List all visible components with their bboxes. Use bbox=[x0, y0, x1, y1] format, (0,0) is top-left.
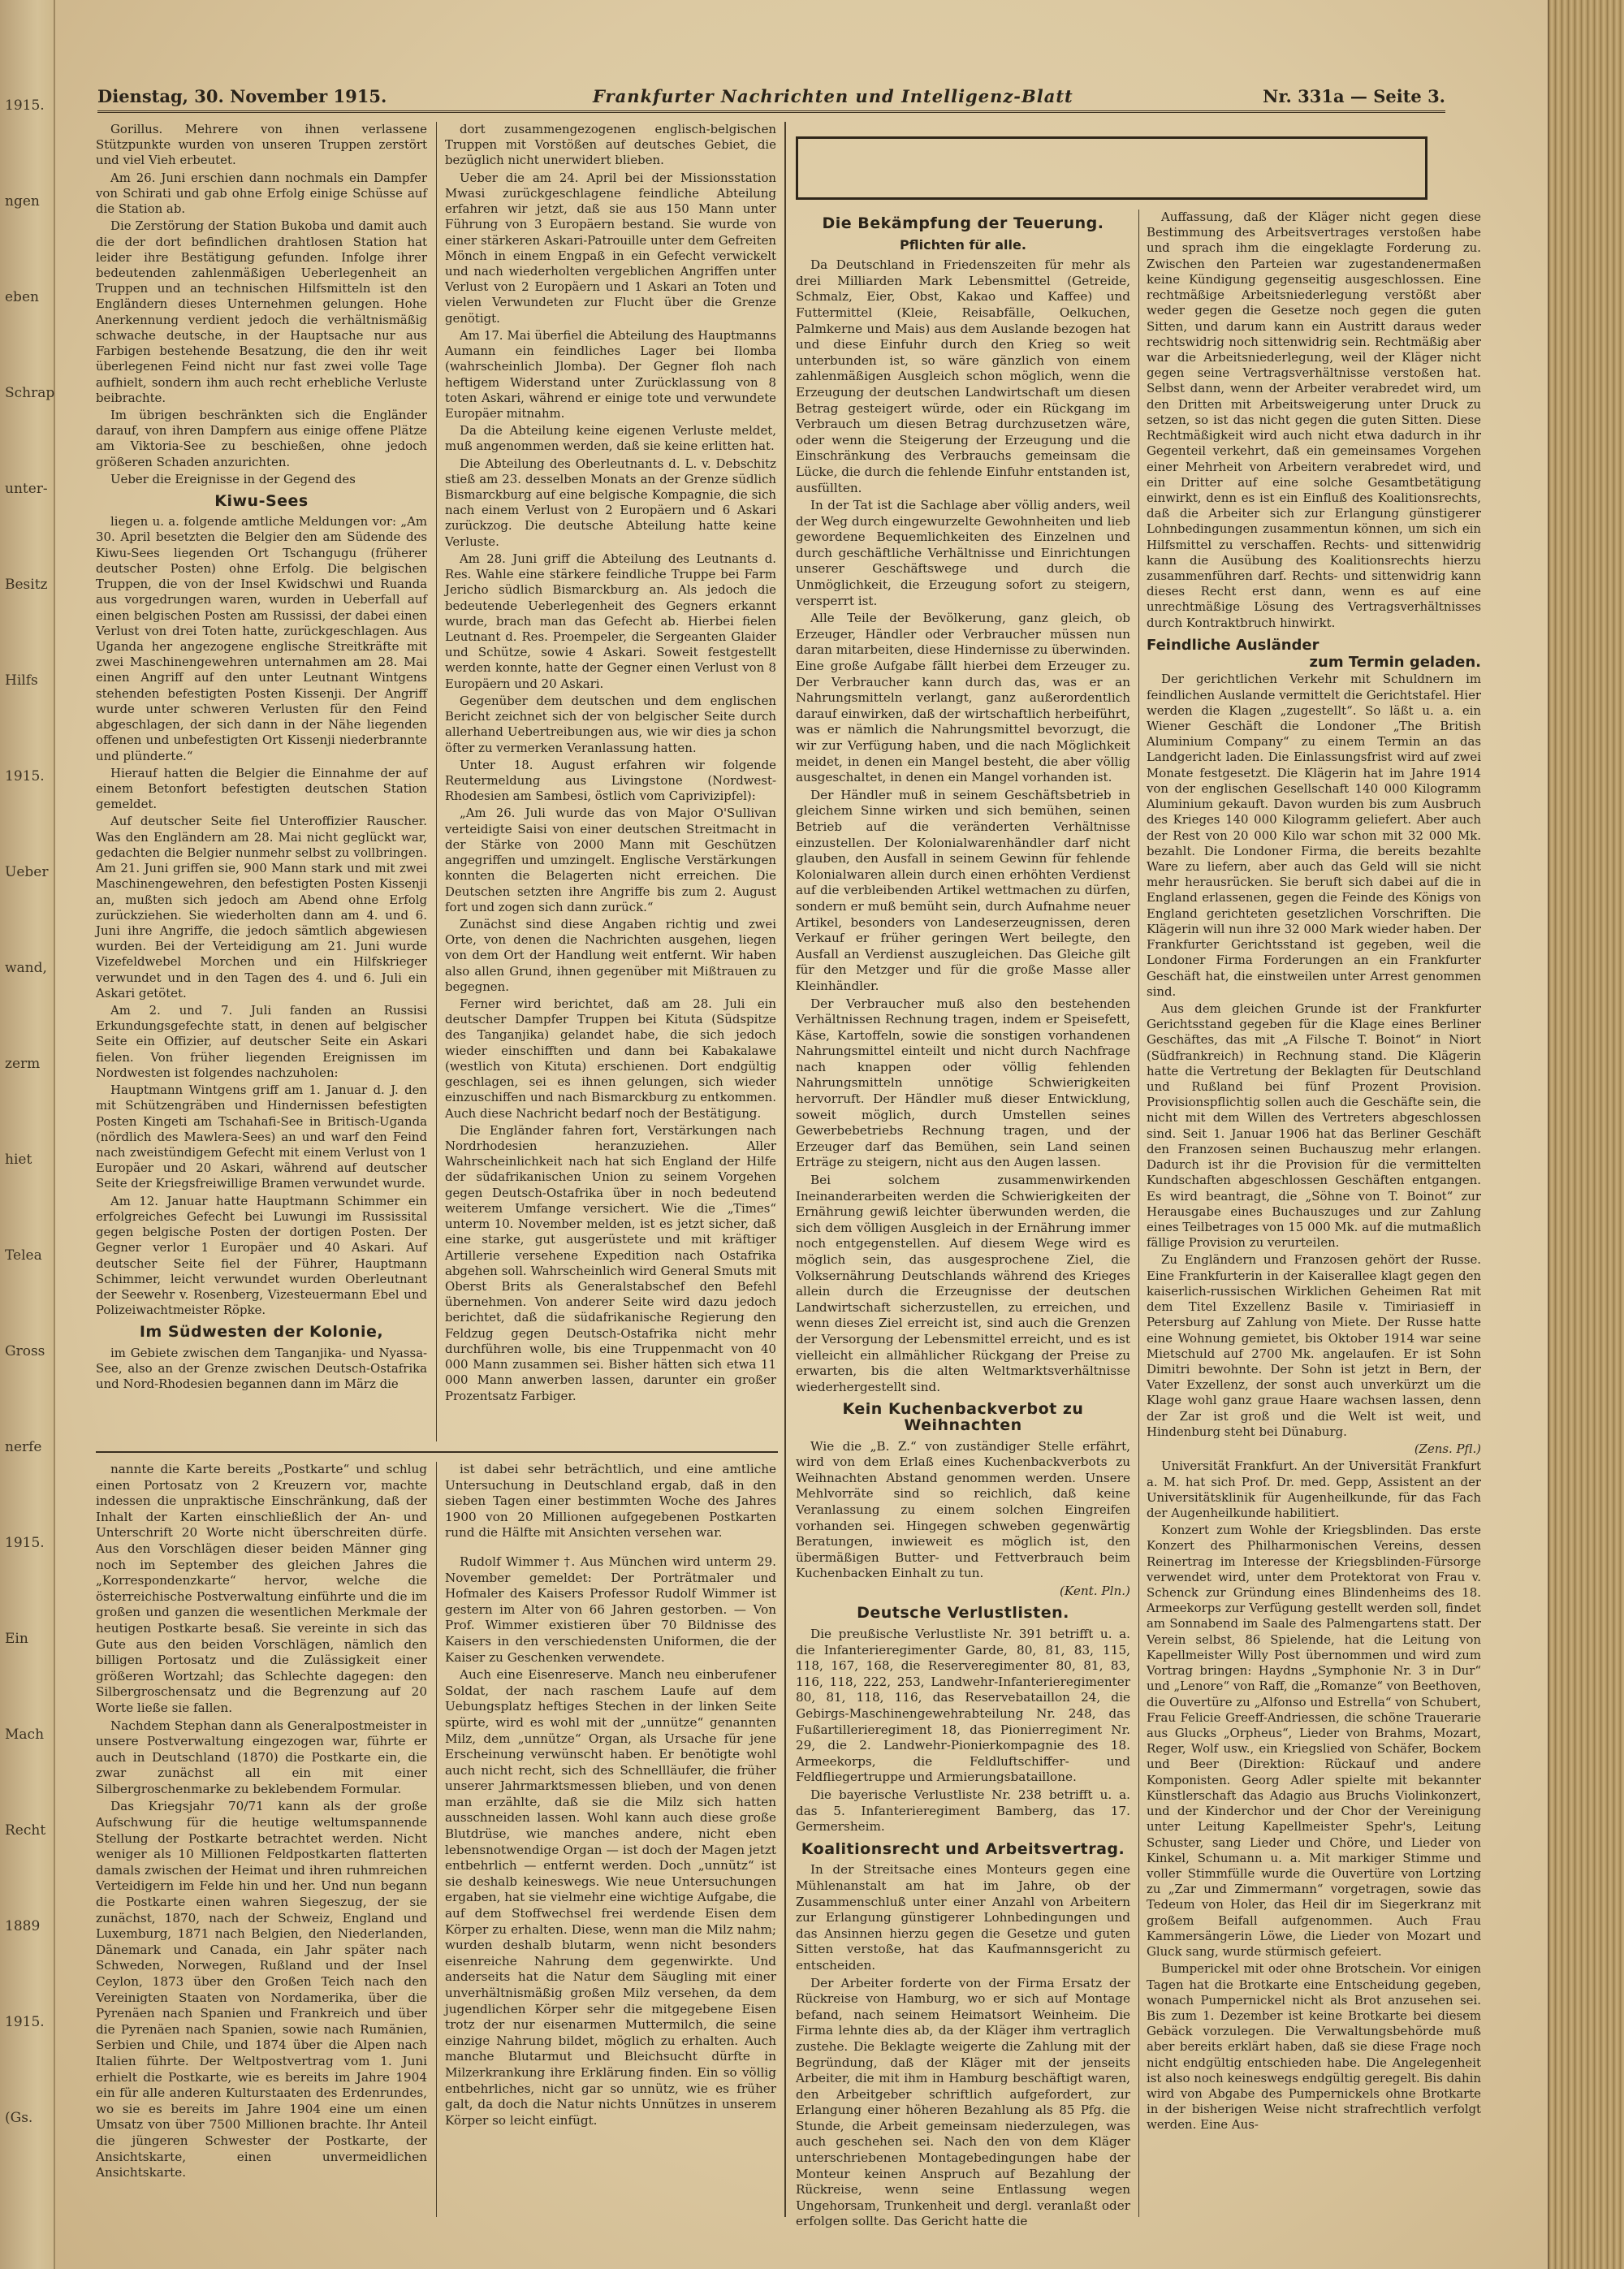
source-attribution: (Zens. Pfl.) bbox=[1414, 1441, 1481, 1457]
paragraph: dort zusammengezogenen englisch-belgischen Truppen mit Vorstößen auf deutsches Gebiet, die bezüglich nicht unerwidert blieben. bbox=[445, 122, 776, 168]
col4-paragraphs-a bbox=[445, 1462, 776, 1541]
col3-paragraphs bbox=[96, 1462, 427, 2181]
col5-paragraphs-c bbox=[796, 1627, 1130, 1835]
column-divider bbox=[784, 122, 786, 2217]
paragraph: Unter 18. August erfahren wir folgende Reutermeldung aus Livingstone (Nordwest-Rhodesien am Sambesi, östlich vom Caprivizipfel): bbox=[445, 757, 776, 804]
paragraph: Alle Teile der Bevölkerung, ganz gleich, ob Erzeuger, Händler oder Verbraucher müssen nun daran mitarbeiten, diese Hindernisse zu überwinden. Eine große Aufgabe fällt hierbei dem Erzeuger zu. Der Verbraucher kann durch das, was er an Nahrungsmitteln verlangt, ganz außerordentlich darauf einwirken, daß der wirtschaftlich herbeiführt, was er nämlich die Nahrungsmittel bevorzugt, die wir zur Verfügung haben, und die nach Möglichkeit meidet, in denen ein Mangel besteht, die aber völlig ausgeschaltet, in denen ein Mangel vorhanden ist. bbox=[796, 611, 1130, 785]
gutter-text-fragment: ngen bbox=[5, 193, 40, 210]
paragraph: Der Arbeiter forderte von der Firma Ersatz der Rückreise von Hamburg, wo er sich auf Montage befand, nach seinem Heimatsort Weinheim. Die Firma lehnte dies ab, da der Kläger ihm vertraglich zustehe. Die Beklagte weigerte die Zahlung mit der Begründung, daß der Kläger mit der jenseits Arbeiter, die mit ihm in Hamburg beschäftigt waren, den Arbeitgeber schriftlich aufgefordert, zur Erlangung einer höheren Bezahlung als 85 Pfg. die Stunde, die Arbeit gemeinsam niederzulegen, was auch geschehen sei. Nach den von dem Kläger unterschriebenen Montagebedingungen habe der Monteur keinen Anspruch auf Bezahlung der Rückreise, wenn seine Entlassung wegen Ungehorsam, Trunkenheit und dergl. veranlaßt oder erfolgen sollte. Das Gericht hatte die bbox=[796, 1975, 1130, 2229]
article-heading-termin: zum Termin geladen. bbox=[1309, 654, 1481, 672]
paragraph: Am 12. Januar hatte Hauptmann Schimmer ein erfolgreiches Gefecht bei Luwungi im Russissital gegen belgische Posten der dortigen Posten. Der Gegner verlor 1 Europäer und 40 Askari. Auf deutscher Seite fiel der Führer, Hauptmann Schimmer, leicht verwundet wurden Oberleutnant der Seewehr v. Rosenberg, Vizesteuermann Ebel und Polizeiwachtmeister Röpke. bbox=[96, 1193, 427, 1318]
gutter-text-fragment: 1915. bbox=[5, 2014, 45, 2030]
col6-paragraphs-a bbox=[1147, 210, 1481, 631]
gutter-text-fragment: 1915. bbox=[5, 97, 45, 114]
column-3 bbox=[96, 1462, 427, 2183]
column-6 bbox=[1147, 210, 1481, 2135]
source-attribution: (Kent. Pln.) bbox=[1059, 1583, 1130, 1598]
paragraph: Am 17. Mai überfiel die Abteilung des Hauptmanns Aumann ein feindliches Lager bei Ilomba (wahrscheinlich Jlomba). Der Gegner floh nach heftigem Widerstand unter Zurücklassung von 8 toten Askari, während er einige tote und verwundete Europäer mitnahm. bbox=[445, 327, 776, 421]
gutter-text-fragment: 1915. bbox=[5, 768, 45, 784]
col6-paragraphs-c bbox=[1147, 1459, 1481, 2133]
section-banner-aus-der-stadt bbox=[796, 136, 1427, 200]
paragraph: Auf deutscher Seite fiel Unteroffizier Rauscher. Was den Engländern am 28. Mai nicht geglückt war, gedachten die Belgier nunmehr selbst zu vollbringen. Am 21. Juni griffen sie, 900 Mann stark und mit zwei Maschinengewehren, den befestigten Posten Kissenji an, mußten sich jedoch am Abend ohne Erfolg zurückziehen. Sie wiederholten dann am 4. und 6. Juni ihre Angriffe, die jedoch sämtlich abgewiesen wurden. Bei der Verteidigung am 21. Juni wurde Vizefeldwebel Morchen und ein Hilfskrieger verwundet und in den Tagen des 4. und 6. Juli ein Askari getötet. bbox=[96, 814, 427, 1001]
paragraph: Im übrigen beschränkten sich die Engländer darauf, von ihren Dampfern aus einige offene Plätze am Viktoria-See zu beschießen, ohne jedoch größeren Schaden anzurichten. bbox=[96, 407, 427, 469]
paragraph: Die Abteilung des Oberleutnants d. L. v. Debschitz stieß am 23. desselben Monats an der Grenze südlich Bismarckburg auf eine belgische Kompagnie, die sich nach einem Verlust von 2 Europäern und 6 Askari zurückzog. Die deutsche Abteilung hatte keine Verluste. bbox=[445, 456, 776, 549]
col1-paragraphs-b bbox=[96, 514, 427, 1318]
col6-paragraphs-b bbox=[1147, 672, 1481, 1440]
gutter-text-fragment: hiet bbox=[5, 1152, 32, 1168]
section-heading-kiwu: Kiwu-Sees bbox=[214, 492, 309, 511]
header-issue-page: Nr. 331a — Seite 3. bbox=[1263, 86, 1445, 106]
paragraph: Aus dem gleichen Grunde ist der Frankfurter Gerichtsstand gegeben für die Klage eines Berliner Geschäftes, das mit „A Filsche T. Boinot“ in Niort (Südfrankreich) in Rechnung stand. Die Klägerin hatte die Vertretung der Beklagten für Deutschland und Rußland bei fünf Prozent Provision. Provisionspflichtig sollen auch die Geschäfte sein, die nicht mit dem Willen des Vertreters abgeschlossen sind. Seit 1. Januar 1906 hat das Berliner Geschäft den Franzosen seinen Buchauszug mehr erlangen. Dadurch ist ihr die Provision für die vermittelten Kundschaften abgeschlossen Geschäften entgangen. Es wird beantragt, die „Söhne von T. Boinot“ zur Herausgabe eines Buchauszuges und zur Zahlung eines Teilbetrages von 15 000 Mk. auf die mutmaßlich fällige Provision zu verurteilen. bbox=[1147, 1001, 1481, 1251]
paragraph: Der Händler muß in seinem Geschäftsbetrieb in gleichem Sinne wirken und sich bemühen, seinen Betrieb auf die veränderten Verhältnisse einzustellen. Der Kolonialwarenhändler darf nicht glauben, den Ausfall in seinem Gewinn für fehlende Kolonialwaren allein durch einen erhöhten Verdienst auf die verbleibenden Artikel wettmachen zu dürfen, sondern er muß bemüht sein, durch Aufnahme neuer Artikel, besonders von Landeserzeugnissen, deren Verkauf er früher geringen Wert beilegte, den Ausfall an Verdienst auszugleichen. Das Gleiche gilt für den Metzger und für die große Masse aller Kleinhändler. bbox=[796, 787, 1130, 993]
col4-paragraphs-b bbox=[445, 1554, 776, 2129]
paragraph: Am 28. Juni griff die Abteilung des Leutnants d. Res. Wahle eine stärkere feindliche Truppe bei Farm Jericho südlich Bismarckburg an. Als jedoch die bedeutende Ueberlegenheit des Gegners erkannt wurde, brach man das Gefecht ab. Hierbei fielen Leutnant d. Res. Proempeler, die Sergeanten Glaider und Schütze, sowie 4 Askari. Soweit festgestellt werden konnte, hatte der Gegner einen Verlust von 8 Europäern und 20 Askari. bbox=[445, 551, 776, 691]
gutter-text-fragment: nerfe bbox=[5, 1439, 42, 1455]
gutter-text-fragment: Ein bbox=[5, 1631, 28, 1647]
article-heading-kuchenbackverbot: Kein Kuchenbackverbot zu Weihnachten bbox=[842, 1400, 1084, 1434]
gutter-text-fragment: wand, bbox=[5, 960, 47, 976]
gutter-text-fragment: Gross bbox=[5, 1343, 45, 1359]
paragraph: Der gerichtlichen Verkehr mit Schuldnern im feindlichen Auslande vermittelt die Gerichtstafel. Hier werden die Klagen „zugestellt“. So läßt u. a. ein Wiener Geschäft die Londoner „The British Aluminium Company“ zu einem Termin an das Landgericht laden. Die Einlassungsfrist wird auf zwei Monate festgesetzt. Die Klägerin hat im Jahre 1914 von der englischen Gesellschaft 140 000 Kilogramm Aluminium gekauft. Davon wurden bis zum Ausbruch des Krieges 140 000 Kilogramm geliefert. Aber auch der Rest von 20 000 Kilo war schon mit 32 000 Mk. bezahlt. Die Londoner Firma, die bereits bezahlte Ware zu liefern, aber auch das Geld will sie nicht mehr herausrücken. Sie beruft sich dabei auf die in England erlassenen, gegen die Feinde des Königs von England gerichteten gesetzlichen Vorschriften. Die Klägerin will nun ihre 32 000 Mark wieder haben. Der Frankfurter Gerichtsstand ist gegeben, weil die Londoner Firma Forderungen an ein Frankfurter Geschäft hat, die einstweilen unter Arrest genommen sind. bbox=[1147, 672, 1481, 999]
gutter-text-fragment: 1915. bbox=[5, 1535, 45, 1551]
col2-paragraphs bbox=[445, 122, 776, 1404]
column-divider bbox=[1138, 210, 1139, 2217]
paragraph: Ferner wird berichtet, daß am 28. Juli ein deutscher Dampfer Truppen bei Kituta (Südspitze des Tanganjika) gelandet habe, die sich jedoch wieder einschifften und dann bei Kabakalawe (westlich von Kituta) erschienen. Dort endgültig geschlagen, sei es ihnen gelungen, sich wieder einzuschiffen und nach Bismarckburg zu entkommen. Auch diese Nachricht bedarf noch der Bestätigung. bbox=[445, 996, 776, 1121]
paragraph: Hauptmann Wintgens griff am 1. Januar d. J. den mit Schützengräben und Hindernissen befestigten Posten Kingeti am Tschahafi-See in Britisch-Uganda (nördlich des Mawlera-Sees) an und warf den Feind nach zweistündigem Gefecht mit einem Verlust von 1 Europäer und 20 Askari, während auf deutscher Seite der Kriegsfreiwillige Bramen verwundet wurde. bbox=[96, 1083, 427, 1191]
book-page-edges bbox=[1548, 0, 1624, 2269]
paragraph: im Gebiete zwischen dem Tanganjika- und Nyassa-See, also an der Grenze zwischen Deutsch-Ostafrika und Nord-Rhodesien begannen dann im März die bbox=[96, 1345, 427, 1392]
paragraph: Da die Abteilung keine eigenen Verluste meldet, muß angenommen werden, daß sie keine erlitten hat. bbox=[445, 423, 776, 454]
paragraph: Bumperickel mit oder ohne Brotschein. Vor einigen Tagen hat die Brotkarte eine Entscheidung gegeben, wonach Pumpernickel nicht als Brot anzusehen sei. Bis zum 1. Dezember ist keine Brotkarte bei diesem Gebäck vorzulegen. Die Verwaltungsbehörde muß aber bereits erklärt haben, daß sie diese Frage noch nicht endgültig entschieden habe. Die Angelegenheit ist also noch keineswegs endgültig geregelt. Bis dahin wird von Abgabe des Pumpernickels ohne Brotkarte in der bisherigen Weise nicht strafrechtlich verfolgt werden. Eine Aus- bbox=[1147, 1961, 1481, 2133]
gutter-text-fragment: Hilfs bbox=[5, 672, 38, 689]
article-subheading-pflichten: Pflichten für alle. bbox=[900, 236, 1026, 253]
paragraph: Die Engländer fahren fort, Verstärkungen nach Nordrhodesien heranzuziehen. Aller Wahrscheinlichkeit nach hat sich England der Hilfe der südafrikanischen Union zu seinem Vorgehen gegen Deutsch-Ostafrika über in noch bedeutend weiterem Umfange versichert. Wie die „Times“ unterm 10. November melden, ist es jetzt sicher, daß eine starke, gut ausgerüstete und mit kräftiger Artillerie versehene Expedition nach Ostafrika abgehen soll. Wahrscheinlich wird General Smuts mit Oberst Brits als Generalstabschef den Befehl übernehmen. Von anderer Seite wird dazu jedoch berichtet, daß die südafrikanische Regierung den Feldzug gegen Deutsch-Ostafrika nicht mehr durchführen wolle, bis eine Truppenmacht von 40 000 Mann zusammen sei. Bisher hätten sich etwa 11 000 Mann anwerben lassen, darunter ein großer Prozentsatz Farbiger. bbox=[445, 1122, 776, 1403]
paragraph: Auch eine Eisenreserve. Manch neu einberufener Soldat, der nach raschem Laufe auf dem Uebungsplatz heftiges Stechen in der linken Seite spürte, wird es wohl mit der „unnütze“ genannten Milz, dem „unnütze“ Organ, als Ursache für jene Erscheinung verwünscht haben. Er benötigte wohl auch nicht recht, sich des Schnellläufer, die früher unserer Jahrmarktsmessen blieben, und von denen man erzählte, daß sie die Milz sich hatten ausschneiden lassen. Wohl kann auch diese große Blutdrüse, wie manches andere, nicht eben lebensnotwendige Organ — ist doch der Magen jetzt entbehrlich — entfernt werden. Doch „unnütz“ ist sie deshalb keineswegs. Wie neue Untersuchungen ergaben, hat sie vielmehr eine wichtige Aufgabe, die auf dem Stoffwechsel frei werdende Eisen dem Körper zu erhalten. Diese, wenn man die Milz nahm; wurden deshalb blutarm, wenn nicht besonders eisenreiche Nahrung dem gegenwirkte. Und anderseits hat die Natur dem Säugling mit einer unverhältnismäßig großen Milz versehen, da dem jugendlichen Körper sehr die mitgegebene Eisen trotz der nur eisenarmen Muttermilch, die seine einzige Nahrung bildet, möglich zu erhalten. Auch manche Blutarmut und Bleichsucht dürfte in Milzerkrankung ihre Erklärung finden. Ein so völlig entbehrliches, nicht gar so unnütz, wie es früher galt, da doch die Natur nichts Unnützes in unserem Körper so leicht einfügt. bbox=[445, 1667, 776, 2128]
paragraph: Die Zerstörung der Station Bukoba und damit auch die der dort befindlichen drahtlosen Station hat leider ihre Bestätigung gefunden. Infolge ihrer bedeutenden zahlenmäßigen Ueberlegenheit an Truppen und an technischen Hilfsmitteln ist den Engländern dieses Unternehmen gelungen. Hohe Anerkennung verdient jedoch die verhältnismäßig schwache deutsche, in der Hauptsache nur aus Farbigen bestehende Besatzung, die den ihr weit überlegenen Feind nicht nur fast zwei volle Tage aufhielt, sondern ihm auch recht erhebliche Verluste beibrachte. bbox=[96, 218, 427, 405]
col5-paragraphs-b bbox=[796, 1439, 1130, 1582]
column-divider bbox=[436, 1462, 437, 2217]
paragraph: Das Kriegsjahr 70/71 kann als der große Aufschwung für die heutige weltumspannende Stellung der Postkarte betrachtet werden. Nicht weniger als 10 Millionen Feldpostkarten flatterten damals zwischen der Heimat und ihren ruhmreichen Verteidigern im Felde hin und her. Und nun begann die Postkarte einen wahren Siegeszug, der sie zunächst, 1870, nach der Schweiz, England und Luxemburg, 1871 nach Belgien, den Niederlanden, Dänemark und Canada, ein Jahr später nach Schweden, Norwegen, Rußland und der Insel Ceylon, 1873 über den Großen Teich nach den Vereinigten Staaten von Nordamerika, über die Pyrenäen nach Spanien und Frankreich und über die Pyrenäen nach Spanien, sowie nach Rumänien, Serbien und Chile, und 1874 über die Alpen nach Italien führte. Der Weltpostvertrag vom 1. Juni erhielt die Postkarte, wie es bereits im Jahre 1904 ein für alle anderen Kulturstaaten des Erdenrundes, wo sie es bereits im Jahre 1904 eine um einen Umsatz von über 7500 Millionen brachte. Ihr Anteil die jüngeren Schwester der Postkarte, der Ansichtskarte, einen unvermeidlichen Ansichtskarte. bbox=[96, 1799, 427, 2180]
paragraph: Wie die „B. Z.“ von zuständiger Stelle erfährt, wird von dem Erlaß eines Kuchenbackverbots zu Weihnachten Abstand genommen werden. Unsere Mehlvorräte sind so reichlich, daß keine Veranlassung zu einem solchen Eingreifen vorhanden sei. Hingegen schweben gegenwärtig Beratungen, inwieweit es möglich ist, den übermäßigen Butter- und Fettverbrauch beim Kuchenbacken Einhalt zu tun. bbox=[796, 1438, 1130, 1581]
article-heading-teuerung: Die Bekämpfung der Teuerung. bbox=[822, 214, 1104, 232]
gutter-text-fragment: (Gs. bbox=[5, 2110, 33, 2126]
paragraph: Gegenüber dem deutschen und dem englischen Bericht zeichnet sich der von belgischer Seite durch allerhand Uebertreibungen aus, wie wir dies ja schon öfter zu vermerken Veranlassung hatten. bbox=[445, 693, 776, 755]
gutter-text-fragment: zerm bbox=[5, 1056, 41, 1072]
gutter-text-fragment: Schrap bbox=[5, 385, 55, 401]
paragraph: Nachdem Stephan dann als Generalpostmeister in unsere Postverwaltung eingezogen war, führte er auch in Deutschland (1870) die Postkarte ein, die zwar zunächst all ein mit einer Silbergroschenmarke zu beklebendem Formular. bbox=[96, 1718, 427, 1796]
col5-paragraphs-d bbox=[796, 1862, 1130, 2230]
gutter-text-fragment: 1889 bbox=[5, 1918, 41, 1934]
column-5 bbox=[796, 210, 1130, 2232]
paragraph: In der Tat ist die Sachlage aber völlig anders, weil der Weg durch eingewurzelte Gewohnheiten und lieb gewordene Bequemlichkeiten des Einzelnen und durch geschäftliche Verhältnisse und Einrichtungen unserer Geschäftswege und durch die Unmöglichkeit, die Erzeugung sofort zu steigern, versperrt ist. bbox=[796, 498, 1130, 608]
header-newspaper-title: Frankfurter Nachrichten und Intelligenz-Blatt bbox=[593, 86, 1073, 106]
paragraph: nannte die Karte bereits „Postkarte“ und schlug einen Portosatz von 2 Kreuzern vor, machte indessen die unpraktische Einschränkung, daß der Inhalt der Karten einschließlich der An- und Unterschrift 20 Worte nicht überschreiten dürfe. Aus den Vorschlägen dieser beiden Männer ging noch im September des gleichen Jahres die „Korrespondenzkarte“ hervor, welche die österreichische Postverwaltung einführte und die im großen und ganzen die wesentlichen Merkmale der heutigen Postkarte besaß. Sie vereinte in sich das Gute aus den beiden Vorschlägen, nämlich den billigen Portosatz und die Zulässigkeit einer größeren Wortzahl; das Schlechte dagegen: den Silbergroschensatz und die Begrenzung auf 20 Worte ließe sie fallen. bbox=[96, 1462, 427, 1715]
article-heading-koalitionsrecht: Koalitionsrecht und Arbeitsvertrag. bbox=[801, 1839, 1125, 1858]
col5-paragraphs-a bbox=[796, 257, 1130, 1395]
article-heading-verlustlisten: Deutsche Verlustlisten. bbox=[857, 1604, 1069, 1623]
gutter-text-fragment: Besitz bbox=[5, 577, 48, 593]
paragraph: liegen u. a. folgende amtliche Meldungen vor: „Am 30. April besetzten die Belgier den am Südende des Kiwu-Sees liegenden Ort Tschangugu (früherer deutscher Posten) ohne Erfolg. Die belgischen Truppen, die von der Insel Kwidschwi und Ruanda aus vorgedrungen waren, wurden in Ueberfall auf einen belgischen Posten am Russissi, der dabei einen Verlust von drei Toten hatte, zurückgeschlagen. Aus Uganda her angezogene englische Streitkräfte mit zwei Maschinengewehren unternahmen am 28. Mai einen Angriff auf den unter Leutnant Wintgens stehenden befestigten Posten Kissenji. Der Angriff wurde unter schweren Verlusten für den Feind abgeschlagen, der sich dann in der Nähe liegenden offenen und unbefestigten Ort Kissenji niederbrannte und plünderte.“ bbox=[96, 514, 427, 763]
paragraph: Die preußische Verlustliste Nr. 391 betrifft u. a. die Infanterieregimenter Garde, 80, 81, 83, 115, 118, 167, 168, die Reserveregimenter 80, 81, 83, 116, 118, 222, 253, Landwehr-Infanterieregimenter 80, 81, 118, 116, das Reservebataillon 24, die Gebirgs-Maschinengewehrabteilung Nr. 248, das Fußartillerieregiment 18, das Pionierregiment Nr. 29, die 2. Landwehr-Pionierkompagnie des 18. Armeekorps, die Feldluftschiffer- und Feldfliegertruppe und Armierungsbataillone. bbox=[796, 1627, 1130, 1785]
paragraph: Hierauf hatten die Belgier die Einnahme der auf einem Betonfort befestigten deutschen Station gemeldet. bbox=[96, 765, 427, 812]
paragraph: Am 26. Juni erschien dann nochmals ein Dampfer von Schirati und gab ohne Erfolg einige Schüsse auf die Station ab. bbox=[96, 170, 427, 217]
column-4 bbox=[445, 1462, 776, 2130]
paragraph: Konzert zum Wohle der Kriegsblinden. Das erste Konzert des Philharmonischen Vereins, dessen Reinertrag im Interesse der Kriegsblinden-Fürsorge verwendet wird, unter dem Protektorat von Frau v. Schenck zur Gründung eines Blindenheims des 18. Armeekorps zur Verfügung gestellt werden soll, findet am Sonnabend im Saale des Palmengartens statt. Der Verein selbst, 86 Spielende, hat die Leitung von Kapellmeister Willy Post übernommen und wird zum Vortrag bringen: Haydns „Symphonie Nr. 3 in Dur“ und „Lenore“ von Raff, die „Romanze“ von Beethoven, die Ouvertüre zu „Alfonso und Estrella“ von Schubert, Frau Felicie Greeff-Andriessen, die schöne Trauerarie aus Glucks „Orpheus“, Lieder von Brahms, Mozart, Reger, Wolf usw., ein Kriegslied von Schäfer, Bockem und Beer (Direktion: Rückauf und andere Komponisten. Georg Adler spielte mit bekannter Künstlerschaft das Adagio aus Bruchs Violinkonzert, und der Kinderchor und der Chor der Vereinigung unter Leitung Kapellmeister Spehr's, Leitung Schuster, sang Lieder und Chöre, und Lieder von Kinkel, Schumann u. a. Mit markiger Stimme und voller Stimmfülle wurde die Ouvertüre von Lortzing zu „Zar und Zimmermann“ vorgetragen, sowie das Tedeum von Holer, das Heil dir im Siegerkranz mit großem Beifall aufgenommen. Auch Frau Kammersängerin Löwe, die Lieder von Mozart und Gluck sang, wurde stürmisch gefeiert. bbox=[1147, 1523, 1482, 1960]
gutter-text-fragment: unter- bbox=[5, 481, 48, 497]
page-header bbox=[97, 83, 1445, 113]
col1-paragraphs-c bbox=[96, 1346, 427, 1393]
paragraph: Gorillus. Mehrere von ihnen verlassene Stützpunkte wurden von unseren Truppen zerstört und viel Vieh erbeutet. bbox=[96, 122, 427, 168]
paragraph: Zu Engländern und Franzosen gehört der Russe. Eine Frankfurterin in der Kaiserallee klagt gegen den kaiserlich-russischen Wirklichen Geheimen Rat mit dem Titel Exzellenz Basile v. Timiriasieff in Petersburg auf Zahlung von Miete. Der Russe hatte eine Wohnung gemietet, bis Oktober 1914 war seine Mietschuld auf 2700 Mk. angelaufen. Er ist Sohn Dimitri bewohnte. Der Sohn ist jetzt in Bern, der Vater Exzellenz, der sonst auch unverkürzt um die Klage wohl ganz graue Haare wachsen lassen, denn der Zar ist groß und die Welt ist weit, und Hindenburg steht bei Dünaburg. bbox=[1147, 1252, 1481, 1439]
gutter-text-fragment: Telea bbox=[5, 1247, 42, 1264]
paragraph: Ueber die Ereignisse in der Gegend des bbox=[110, 471, 356, 486]
column-1 bbox=[96, 122, 427, 1394]
horizontal-divider bbox=[96, 1451, 778, 1453]
gutter-text-fragment: eben bbox=[5, 289, 39, 305]
paragraph: Die bayerische Verlustliste Nr. 238 betrifft u. a. das 5. Infanterieregiment Bamberg, das 17. Germersheim. bbox=[796, 1787, 1130, 1835]
paragraph: ist dabei sehr beträchtlich, und eine amtliche Untersuchung in Deutschland ergab, daß in den sieben Tagen einer bestimmten Woche des Jahres 1900 von 20 Millionen aufgegebenen Postkarten rund die Hälfte mit Ansichten versehen war. bbox=[445, 1462, 776, 1541]
header-date: Dienstag, 30. November 1915. bbox=[97, 86, 387, 106]
column-2 bbox=[445, 122, 776, 1406]
article-heading-auslaender: Feindliche Ausländer bbox=[1147, 636, 1320, 654]
section-heading-suedwesten: Im Südwesten der Kolonie, bbox=[139, 1323, 384, 1342]
paragraph: „Am 26. Juli wurde das von Major O'Sullivan verteidigte Saisi von einer deutschen Streitmacht in der Stärke von 2000 Mann mit Geschützen angegriffen und umzingelt. Englische Verstärkungen konnten die Belagerten nicht erreichen. Die Deutschen setzten ihre Angriffe bis zum 2. August fort und zogen sich dann zurück.“ bbox=[445, 806, 776, 914]
gutter-text-fragment: Ueber bbox=[5, 864, 49, 880]
paragraph: Universität Frankfurt. An der Universität Frankfurt a. M. hat sich Prof. Dr. med. Gepp, Assistent an der Universitätsklinik für Augenheilkunde, für das Fach der Augenheilkunde habilitiert. bbox=[1147, 1459, 1481, 1520]
paragraph: Ueber die am 24. April bei der Missionsstation Mwasi zurückgeschlagene feindliche Abteilung erfahren wir jetzt, daß sie aus 150 Mann unter Führung von 3 Europäern bestand. Sie wurde von einer stärkeren Askari-Patrouille unter dem Gefreiten Mönch in einem Engpaß in ein Gefecht verwickelt und nach wiederholten vergeblichen Angriffen unter Verlust von 2 Europäern und 1 Askari an Toten und vielen Verwundeten zur Flucht über die Grenze genötigt. bbox=[445, 170, 776, 326]
column-divider bbox=[436, 122, 437, 1441]
paragraph: Am 2. und 7. Juli fanden an Russisi Erkundungsgefechte statt, in denen auf belgischer Seite ein Offizier, auf deutscher Seite ein Askari fielen. Von früher liegenden Ereignissen im Nordwesten ist folgendes nachzuholen: bbox=[96, 1003, 427, 1080]
paragraph: Der Verbraucher muß also den bestehenden Verhältnissen Rechnung tragen, indem er Speisefett, Käse, Kartoffeln, sowie die sonstigen vorhandenen Nahrungsmittel einteilt und nicht durch Nachfrage nach knappen oder völlig fehlenden Nahrungsmitteln unnötige Schwierigkeiten hervorruft. Der Händler muß dieser Entwicklung, soweit möglich, durch Umstellen seines Gewerbebetriebs Rechnung tragen, und der Erzeuger darf das Bemühen, sein Land seinen Erträge zu steigern, nicht aus den Augen lassen. bbox=[796, 996, 1130, 1170]
left-page-gutter bbox=[0, 0, 55, 2269]
paragraph: Auffassung, daß der Kläger nicht gegen diese Bestimmung des Arbeitsvertrages verstoßen habe und sprach ihm die eingeklagte Forderung zu. Zwischen den Parteien war zugestandenermaßen keine Kündigung gegenseitig ausgeschlossen. Eine rechtmäßige Arbeitsniederlegung verstößt aber weder gegen die Gesetze noch gegen die guten Sitten, und darum kann ein Austritt daraus weder rechtswidrig noch sittenwidrig sein. Rechtmäßig aber war die Arbeitsniederlegung, weil der Kläger nicht gegen seine Vertragsverhältnisse verstoßen hat. Selbst dann, wenn der Arbeiter verabredet wird, um den Dritten mit Arbeitsweigerung unter Druck zu setzen, so ist das nicht gegen die guten Sitten. Diese Rechtmäßigkeit wird auch nicht etwa dadurch in ihr Gegenteil verkehrt, daß ein gemeinsames Vorgehen einer Mehrheit von Arbeitern verabredet wird, und ein Dritter auf eine solche Gesamtbetätigung einwirkt, denn es ist ein Einfluß des Koalitionsrechts, daß die Arbeiter sich zur Erlangung günstigerer Lohnbedingungen zusammentun können, um sich ein Hilfsmittel zu verschaffen. Rechts- und sittenwidrig kann die Ausübung des Koalitionsrechts hierzu zusammenführen darf. Rechts- und sittenwidrig kann dieses Recht erst dann, wenn es auf eine unrechtmäßige Lösung des Vertragsverhältnisses durch Kontraktbruch hinwirkt. bbox=[1147, 210, 1481, 630]
paragraph: Rudolf Wimmer †. Aus München wird unterm 29. November gemeldet: Der Porträtmaler und Hofmaler des Kaisers Professor Rudolf Wimmer ist gestern im Alter von 66 Jahren gestorben. — Von Prof. Wimmer existieren über 70 Bildnisse des Kaisers in den verschiedensten Uniformen, die der Kaiser zu Geschenken verwendete. bbox=[445, 1554, 776, 1665]
gutter-text-fragment: Mach bbox=[5, 1727, 45, 1743]
paragraph: Da Deutschland in Friedenszeiten für mehr als drei Milliarden Mark Lebensmittel (Getreide, Schmalz, Eier, Obst, Kakao und Kaffee) und Futtermittel (Kleie, Reisabfälle, Oelkuchen, Palmkerne und Mais) aus dem Auslande bezogen hat und diese Einfuhr durch den Krieg so weit unterbunden ist, so wäre gänzlich von einem zahlenmäßigen Ausgleich schon möglich, wenn die Erzeugung der deutschen Landwirtschaft um diesen Betrag gesteigert würde, oder ein Rückgang im Verbrauch um diesen Betrag durchzusetzen wäre, oder wenn die Steigerung der Erzeugung und die Einschränkung des Verbrauchs gemeinsam die Lücke, die durch die fehlende Einfuhr entstanden ist, ausfüllten. bbox=[796, 257, 1130, 495]
gutter-text-fragment: Recht bbox=[5, 1822, 46, 1839]
paragraph: Bei solchem zusammenwirkenden Ineinanderarbeiten werden die Schwierigkeiten der Ernährung gewiß leichter überwunden werden, die sich dem völligen Ausgleich in der Ernährung immer noch entgegenstellen. Auf diesem Wege wird es möglich sein, das ausgesprochene Ziel, die Volksernährung Deutschlands während des Krieges allein durch die Erzeugnisse der deutschen Landwirtschaft sicherzustellen, zu erreichen, und wenn dieses Ziel erreicht ist, sind auch die Grenzen der Versorgung der Lebensmittel erreicht, und es ist vielleicht ein allmählicher Rückgang der Preise zu erwarten, bis die alten Weltmarktsverhältnisse wiederhergestellt sind. bbox=[796, 1173, 1130, 1394]
paragraph: Zunächst sind diese Angaben richtig und zwei Orte, von denen die Nachrichten ausgehen, liegen von dem Ort der Handlung weit entfernt. Wir haben also allen Grund, ihnen gegenüber mit Mißtrauen zu begegnen. bbox=[445, 916, 776, 994]
col1-paragraphs-a bbox=[96, 122, 427, 487]
paragraph: In der Streitsache eines Monteurs gegen eine Mühlenanstalt am hat im Jahre, ob der Zusammenschluß unter einer Anzahl von Arbeitern zur Erlangung günstigerer Lohnbedingungen und das Ansinnen hierzu gegen die Gesetze und guten Sitten verstoße, hat das Kaufmannsgericht zu entscheiden. bbox=[796, 1862, 1130, 1973]
